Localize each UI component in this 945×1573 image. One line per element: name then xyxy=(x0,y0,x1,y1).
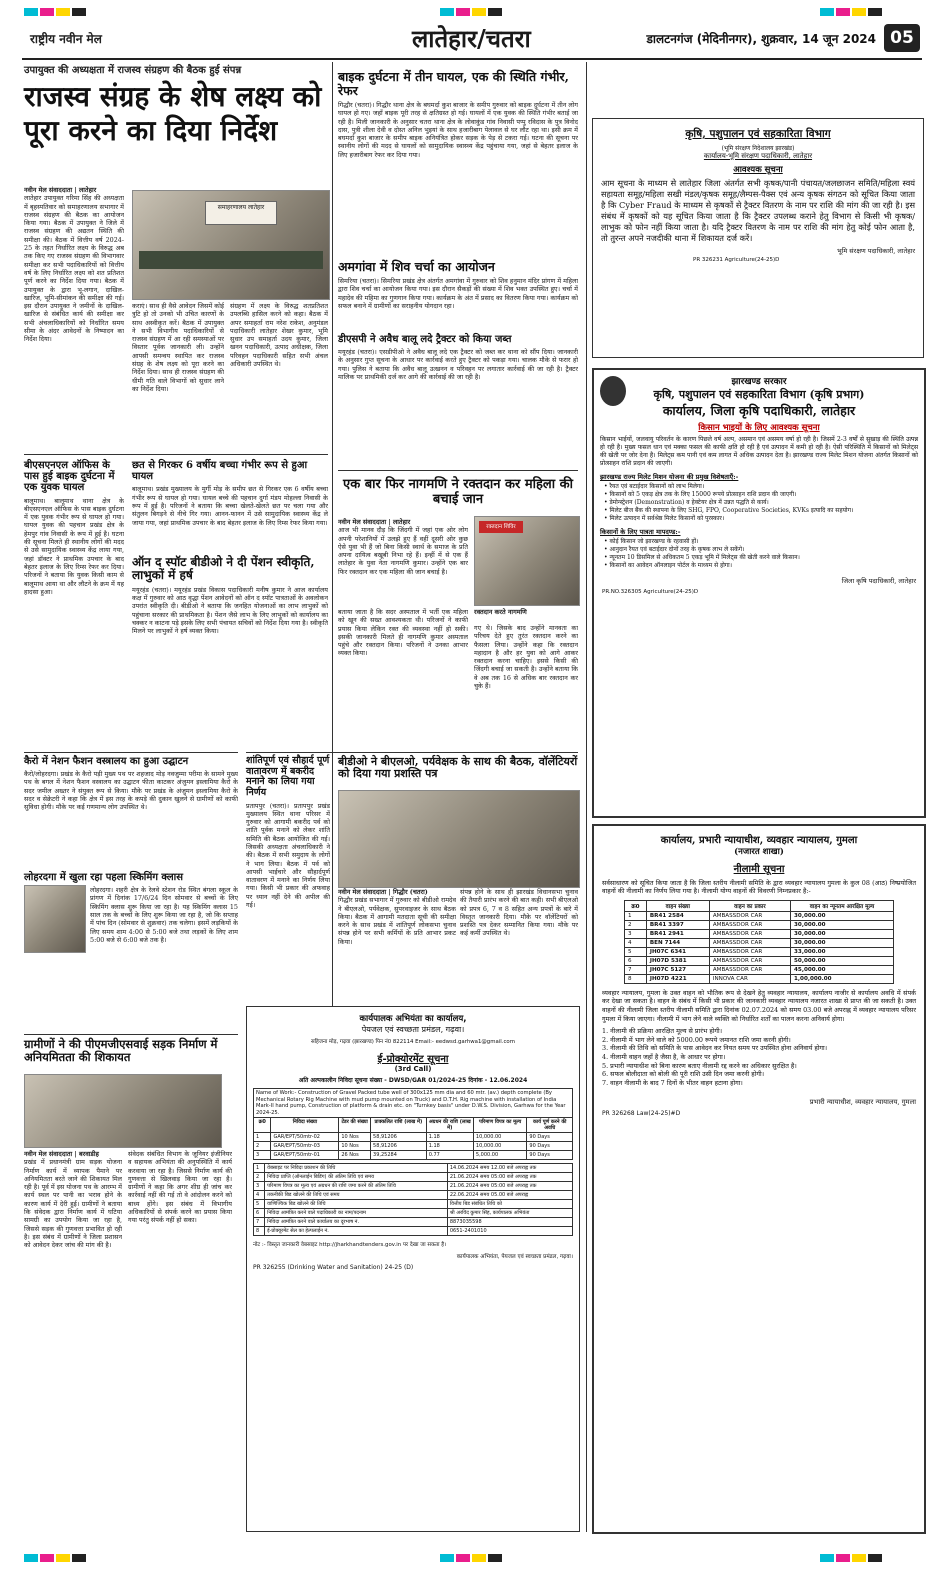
schedule-cell: 14.06.2024 समय 12.00 बजे अपराह्न तक xyxy=(447,1164,572,1173)
tender-pr: PR 326255 (Drinking Water and Sanitation) 24-25 (D) xyxy=(253,1264,414,1272)
story-bike-accident-headline: बाइक दुर्घटना में तीन घायल, एक की स्थिति गंभीर, रेफर xyxy=(338,69,569,98)
tender-table xyxy=(253,1088,573,1160)
dateline: डालटनगंज (मेदिनीनगर), शुक्रवार, 14 जून 2024 xyxy=(646,32,876,46)
tender-address: सहिजना मोड़, गढ़वा (झारखण्ड) पिन नं0 822114 Email:- eedwsd.garhwa1@gmail.com xyxy=(311,1039,515,1045)
court-intro: सर्वसाधारण को सूचित किया जाता है कि जिला स्तरीय नीलामी समिति के द्वारा व्यवहार न्यायालय गुमला के कुल 08 (आठ) निष्प्रयोजित वाहनों की नीलामी का निर्णय लिया गया है। नीलामी योग्य वाहनों की विवरणी निम्नप्रकार है:- xyxy=(602,879,916,896)
court-condition-text: नीलामी वाहन जहाँ है जैसा है, के आधार पर होगा। xyxy=(610,1052,726,1061)
schedule-cell: वेबसाइट पर निविदा प्रकाशन की तिथि xyxy=(265,1164,448,1173)
section-title: लातेहार/चतरा xyxy=(412,24,531,53)
auction-cell: BEN 7144 xyxy=(646,938,709,947)
jharkhand-body: किसान भाईयों, जलवायु परिवर्तन के कारण पिछले वर्ष अल्प, असमान एवं असमय वर्षा हो रही है। जिसमें 2-3 वर्षों से सुखाड़ की स्थिति उत्पन्न हो रही है। मुख्य फसल धान एवं मक्का फसल की काफी क्षति हो रही है एवं उत्पादन में कमी हो रही है। ऐसी परिस्थिति में किसानों को मिलेट्स की खेती पर जोर देना है। मिलेट्स कम पानी एवं कम लागत में अधिक उत्पादन देता है। झारखण्ड राज्य मिलेट मिशन योजना अंतर्गत किसानों को प्रोत्साहन राशि प्रदान की जाएगी। xyxy=(600,436,918,467)
jharkhand-pr: PR.NO.326305 Agriculture(24-25)D xyxy=(602,589,699,595)
agri-ad-title: कृषि, पशुपालन एवं सहकारिता विभाग xyxy=(685,128,831,140)
auction-table xyxy=(624,900,894,984)
jharkhand-list-item: • रैयत एवं बटाईदार किसानों को लाभ मिलेगा। xyxy=(604,483,705,490)
auction-cell: 7 xyxy=(625,965,647,974)
tender-header: कार्य पूर्ण करने की अवधि xyxy=(527,1118,573,1133)
story-villagers-col1 xyxy=(24,1150,122,1530)
schedule-cell: 21.06.2024 समय 05:00 बजे अपराह्न तक xyxy=(447,1173,572,1182)
schedule-row xyxy=(254,1164,573,1173)
tender-cell: 10 Nos xyxy=(339,1133,371,1142)
story-skating xyxy=(24,872,238,966)
lead-headline: राजस्व संग्रह के शेष लक्ष्य को पूरा करने का दिया निर्देश xyxy=(24,80,322,147)
story-accident-left-headline: बीएसएनएल ऑफिस के पास हुई बाइक दुर्घटना में एक युवक घायल xyxy=(24,460,115,494)
auction-header: वाहन का न्यूनतम आरक्षित मूल्य xyxy=(791,900,894,911)
story-villagers-body-2: संवेदक संबंधित विभाग के जूनियर इंजीनियर व सहायक अभियंता की अनुपस्थिति में कार्य करवाया जा रहा है। जिससे निर्माण कार्य की गुणवत्ता से खिलवाड़ किया जा रहा है। ग्रामीणों ने कहा कि अगर शीघ्र ही जांच कर कार्रवाई नहीं की गई तो वे आंदोलन करने को बाध्य होंगे। इस संबंध में विभागीय अधिकारियों से संपर्क करने का प्रयास किया गया परंतु संपर्क नहीं हो सका। xyxy=(128,1150,232,1225)
jharkhand-sub-text: किसानों का आवेदन ऑनलाइन पोर्टल के माध्यम से होगा। xyxy=(609,562,733,569)
jharkhand-list-text: मिलेट बीज बैंक की स्थापना के लिए SHG, FPO, Cooperative Societies, KVKs इत्यादि का सहयोग। xyxy=(609,507,854,514)
tender-cell: 58,91206 xyxy=(371,1133,427,1142)
tender-header: प्राक्कलित राशि (लाख में) xyxy=(371,1118,427,1133)
schedule-cell: परिमाण विपत्र का मूल्य एवं अग्रधन की राशि जमा करने की अंतिम तिथि xyxy=(265,1182,448,1191)
auction-cell: AMBASSDOR CAR xyxy=(709,920,790,929)
tender-cell: 2 xyxy=(254,1142,271,1151)
jharkhand-list-text: मिलेट उत्पादन में सर्वश्रेष्ठ मिलेट किसानों को पुरस्कार। xyxy=(609,515,725,522)
schedule-cell: 0651-2401010 xyxy=(447,1227,572,1236)
schedule-cell: श्री अरविंद कुमार सिंह, कार्यपालक अभियंता xyxy=(447,1209,572,1218)
story-skating-body: लोहरदगा। शहरी क्षेत्र के रेलवे स्टेशन रोड स्थित बंगला स्कूल के प्रांगण में दिनांक 17/6/24 दिन सोमवार से बच्चों के लिए स्किमिंग क्लास शुरू किया जा रहा है। यह स्किमिंग क्लास 15 साल तक के बच्चों के लिए शुरू किया जा रहा है, जो कि सप्ताह में पांच दिन (सोमवार से शुक्रवार) तक चलेगा। इसमें लड़कियों के लिए समय शाम 4:00 से 5:00 बजे तथा लड़कों के लिए शाम 5:00 बजे से 6:00 बजे तक है। xyxy=(90,886,238,944)
lead-dateline: नवीन मेल संवाददाता | लातेहार xyxy=(24,186,97,194)
court-condition: 4. नीलामी वाहन जहाँ है जैसा है, के आधार पर होगा। xyxy=(602,1052,726,1061)
paper-name: राष्ट्रीय नवीन मेल xyxy=(30,32,102,46)
auction-row xyxy=(625,929,894,938)
story-bdo-col1 xyxy=(338,888,456,1000)
agri-ad xyxy=(592,118,924,358)
story-blood xyxy=(338,478,578,507)
auction-cell: 1 xyxy=(625,911,647,920)
story-peace-headline: शांतिपूर्ण एवं सौहार्द पूर्ण वातावरण में बकरीद मनाने का लिया गया निर्णय xyxy=(246,755,330,798)
tender-row xyxy=(254,1151,573,1160)
story-bdo xyxy=(338,756,578,781)
auction-cell: BR41 2584 xyxy=(646,911,709,920)
story-blood-col3 xyxy=(474,608,578,744)
jharkhand-list-heading: झारखण्ड राज्य मिलेट मिशन योजना की प्रमुख विशेषताएँ:- xyxy=(600,473,739,481)
court-conditions xyxy=(602,1027,916,1087)
auction-cell: 30,000.00 xyxy=(791,920,894,929)
tender-ref: अति अल्पकालीन निविदा सूचना संख्या - DWSD/GAR 01/2024-25 दिनांक - 12.06.2024 xyxy=(298,1077,528,1084)
tender-cell: 90 Days xyxy=(527,1142,573,1151)
lead-kicker: उपायुक्त की अध्यक्षता में राजस्व संग्रहण की बैठक हुई संपन्न xyxy=(24,65,242,76)
lead-body-1: लातेहार उपायुक्त गरिमा सिंह की अध्यक्षता में बृहस्पतिवार को समाहरणालय सभागार में राजस्व संग्रहण की बैठक का आयोजन किया गया। बैठक में उपायुक्त ने जिले में राजस्व संग्रहण की अद्यतन स्थिति की समीक्षा की। बैठक में वित्तीय वर्ष 2024-25 के तहत निर्धारित लक्ष्य के विरुद्ध अब तक किए गए राजस्व संग्रहण की विभागवार समीक्षा कर सभी पदाधिकारियों को वित्तीय वर्ष के लिए निर्धारित लक्ष्य को शत प्रतिशत पूर्ण करने का निर्देश दिया गया। बैठक में उपायुक्त के द्वारा भू-लगान, दाखिल-खारिज, भूमि-सीमांकन की समीक्षा की गई। इस दौरान उपायुक्त ने जमीनों के दाखिल-खारिज से संबंधित कार्य की समीक्षा कर सभी अंचलाधिकारियों को निर्धारित समय सीमा के अंदर आवेदनों के निष्पादन का निर्देश दिया। xyxy=(24,194,124,344)
story-bdo-headline: बीडीओ ने बीएलओ, पर्यवेक्षक के साथ की बैठक, वॉलेंटियरों को दिया गया प्रशस्ति पत्र xyxy=(338,755,578,781)
registration-bar xyxy=(0,6,945,18)
court-body: व्यवहार न्यायालय, गुमला के उक्त वाहन को भौतिक रूप से देखने हेतु व्यवहार न्यायालय, कार्यालय नाजीर से कार्यालय अवधि में संपर्क कर देखा जा सकता है। वाहन के संबंध में किसी भी प्रकार की जानकारी व्यवहार न्यायालय नजारत शाखा से प्राप्त की जा सकती है। उक्त वाहनों की नीलामी जिला स्तरीय नीलामी समिति द्वारा दिनांक 02.07.2024 को समय 03.00 बजे अपराह्न में व्यवहार न्यायालय परिसर गुमला में किया जाएगा। नीलामी में भाग लेने वाले व्यक्ति को निर्धारित शर्तों का पालन करना अनिवार्य होगा। xyxy=(602,988,916,1023)
jharkhand-sub-item: • कोई किसान जो झारखण्ड के रहवासी हों। xyxy=(604,538,699,545)
tender-cell: 5,000.00 xyxy=(473,1151,527,1160)
blood-photo xyxy=(474,516,580,606)
story-accident-left xyxy=(24,460,124,723)
auction-row xyxy=(625,920,894,929)
schedule-cell: 5 xyxy=(254,1200,265,1209)
tender-cell: 39,25284 xyxy=(371,1151,427,1160)
auction-row xyxy=(625,974,894,983)
lead-photo xyxy=(132,190,330,300)
story-bdo-body-2: संपन्न होने के साथ ही झारखंड विधानसभा चुनाव की तैयारी प्रारंभ करने की बात कही। सभी बीएलओ को प्रपत्र 6, 7 व 8 सहित अन्य प्रपत्रों के बारे में विस्तृत जानकारी दिया। मौके पर वॉलेंटियरों को प्रशस्ति पत्र देकर सम्मानित किया गया। मौके पर कई कर्मी उपस्थित थे। xyxy=(460,888,578,938)
jharkhand-sub-item: • न्यूनतम 10 डिसमिल से अधिकतम 5 एकड़ भूमि में मिलेट्स की खेती करने वाले किसान। xyxy=(604,554,800,561)
schedule-cell: 22.06.2024 समय 05.00 बजे अपराह्न xyxy=(447,1191,572,1200)
story-pension-body: मयूरहंड (चतरा)। मयूरहंड प्रखंड विकास पदाधिकारी मनीष कुमार ने आज कार्यालय कक्ष में गुरुवार को आठ वृद्धा पेंशन आवेदनों को ऑन द स्पॉट पात्रताओं के अवलोकन उपरांत स्वीकृति दी। बीडीओ ने बताया कि जनहित योजनाओं का लाभ लाभुकों को पहुंचाना सरकार की प्राथमिकता है। पेंशन जैसे लाभ के लिए लाभुकों को कार्यालय का चक्कर न काटना पड़े इसके लिए सभी पंचायत सचिवों को निर्देश दिया गया है। स्वीकृति मिलने पर लाभुकों ने हर्ष व्यक्त किया। xyxy=(132,585,328,636)
story-karo-headline: कैरो में नेशन फैशन वस्त्रालय का हुआ उद्घाटन xyxy=(24,756,189,767)
auction-cell: AMBASSDOR CAR xyxy=(709,929,790,938)
court-notice: नीलामी सूचना xyxy=(733,864,785,875)
court-condition: 6. सफल बोलीदाता को बोली की पूरी राशि उसी दिन जमा करनी होगी। xyxy=(602,1070,765,1079)
auction-row xyxy=(625,965,894,974)
agri-ad-signature: भूमि संरक्षण पदाधिकारी, लातेहार xyxy=(837,247,915,255)
auction-cell: 30,000.00 xyxy=(791,911,894,920)
schedule-cell: निविदा आमंत्रित करने वाले पदाधिकारी का नाम/पदनाम xyxy=(265,1209,448,1218)
tender-cell: 1.18 xyxy=(426,1142,473,1151)
jharkhand-sub-text: कोई किसान जो झारखण्ड के रहवासी हों। xyxy=(609,538,699,545)
schedule-cell: 1 xyxy=(254,1164,265,1173)
story-pension-headline: ऑन द स्पॉट बीडीओ ने दी पेंशन स्वीकृति, लाभुकों में हर्ष xyxy=(132,555,315,583)
auction-cell: 1,00,000.00 xyxy=(791,974,894,983)
tender-cell: 1.18 xyxy=(426,1133,473,1142)
schedule-row xyxy=(254,1209,573,1218)
tender-cell: 0.77 xyxy=(426,1151,473,1160)
lead-body-col1 xyxy=(24,186,124,448)
tender-cell: 10 Nos xyxy=(339,1142,371,1151)
tender-cell: 90 Days xyxy=(527,1133,573,1142)
jharkhand-list-item: • मिलेट उत्पादन में सर्वश्रेष्ठ मिलेट किसानों को पुरस्कार। xyxy=(604,515,725,522)
court-pr: PR 326268 Law(24-25)#D xyxy=(602,1110,681,1118)
jharkhand-list-text: डेमोन्स्ट्रेशन (Demonstration) व हेक्टेयर क्षेत्र में उन्नत पद्धति से कार्य। xyxy=(609,499,769,506)
auction-header: वाहन का प्रकार xyxy=(709,900,790,911)
court-office: कार्यालय, प्रभारी न्यायाधीश, व्यवहार न्यायालय, गुमला xyxy=(660,835,858,846)
emblem-icon xyxy=(600,376,626,406)
court-condition-text: वाहन नीलामी के बाद 7 दिनों के भीतर वाहन हटाना होगा। xyxy=(610,1078,743,1087)
tender-office: कार्यपालक अभियंता का कार्यालय, xyxy=(359,1014,467,1024)
schedule-row xyxy=(254,1227,573,1236)
story-blood-body-3: गए थे। जिसके बाद उन्होंने मानवता का परिचय देते हुए तुरंत रक्तदान करने का फैसला लिया। उन्होंने कहा कि रक्तदान महादान है और हर युवा को आगे आकर रक्तदान करना चाहिए। इससे किसी की जिंदगी बचाई जा सकती है। उन्होंने बताया कि वे अब तक 16 से अधिक बार रक्तदान कर चुके हैं। xyxy=(474,624,578,691)
auction-cell: 33,000.00 xyxy=(791,947,894,956)
story-accident-left-body: बालूमाथ। बालूमाथ थाना क्षेत्र के बीएसएनएल ऑफिस के पास बाइक दुर्घटना में एक युवक गंभीर रूप से घायल हो गया। घायल युवक की पहचान प्रखंड क्षेत्र के हेमपुर गांव निवासी के रूप में हुई है। घटना की सूचना मिलते ही स्थानीय लोगों की मदद से उसे सामुदायिक स्वास्थ्य केंद्र लाया गया, जहां डॉक्टर ने प्राथमिक उपचार के बाद बेहतर इलाज के लिए रिम्स रेफर कर दिया। परिजनों ने बताया कि युवक किसी काम से बालूमाथ आया था और लौटने के क्रम में यह हादसा हुआ। xyxy=(24,496,124,596)
auction-cell: AMBASSDOR CAR xyxy=(709,911,790,920)
tender-header: अग्रधन की राशि (लाख में) xyxy=(426,1118,473,1133)
blood-caption: रक्तदान करते नागमणि xyxy=(474,608,527,616)
masthead xyxy=(22,20,922,60)
jharkhand-sub-text: न्यूनतम 10 डिसमिल से अधिकतम 5 एकड़ भूमि में मिलेट्स की खेती करने वाले किसान। xyxy=(609,554,800,561)
auction-cell: BR41 2941 xyxy=(646,929,709,938)
auction-row xyxy=(625,938,894,947)
story-shiv-headline: अमगांवा में शिव चर्चा का आयोजन xyxy=(338,259,495,274)
story-bike-accident xyxy=(338,70,578,249)
story-blood-dateline: नवीन मेल संवाददाता | लातेहार xyxy=(338,518,411,526)
auction-cell: 30,000.00 xyxy=(791,938,894,947)
story-blood-col1 xyxy=(338,518,468,604)
tender-cell: 26 Nos xyxy=(339,1151,371,1160)
auction-cell: 5 xyxy=(625,947,647,956)
jharkhand-govt: झारखण्ड सरकार xyxy=(731,377,787,387)
jharkhand-sub-item: • आनुदान रैयत एवं बटाईदार दोनों तरह के कृषक लाभ ले सकेंगे। xyxy=(604,546,745,553)
schedule-row xyxy=(254,1218,573,1227)
story-villagers xyxy=(24,1038,238,1064)
tender-schedule xyxy=(253,1163,573,1236)
auction-cell: JH07D 5381 xyxy=(646,956,709,965)
jharkhand-sub-heading: किसानों के लिए पात्रता मापदण्ड:- xyxy=(600,528,681,536)
story-karo-body: कैरो/लोहरदगा। प्रखंड के कैरो पड़ी मुख्य पथ पर शहजाद मोड़ नवजुम्मा परीमा के सामने मुख्य पथ के बगल में नेशन फैशन वस्त्रालय का उद्घाटन फीता काटकर अंजुमन इस्लामिया कैरो के सदर जमील अख्तर ने संयुक्त रूप से किया। मौके पर प्रखंड के अंजुमन इस्लामिया कैरो के सदर व सेक्रेटरी ने कहा कि क्षेत्र में इस तरह के कपड़े की दुकान खुलने से ग्रामीणों को काफी सुविधा होगी। मौके पर कई गणमान्य लोग उपस्थित थे। xyxy=(24,770,238,812)
story-blood-headline: एक बार फिर नागमणि ने रक्तदान कर महिला की बचाई जान xyxy=(343,477,573,507)
schedule-cell: तकनीकी बिड खोलने की तिथि एवं समय xyxy=(265,1191,448,1200)
page-number: 05 xyxy=(884,24,920,52)
story-health-body: बालूमाथ। प्रखंड मुख्यालय के मुर्गी मोड़ के समीप छत से गिरकर एक 6 वर्षीय बच्चा गंभीर रूप से घायल हो गया। घायल बच्चे की पहचान दुर्गा मंडप मोहल्ला निवासी के रूप में हुई है। परिजनों ने बताया कि बच्चा खेलते-खेलते छत पर चला गया और संतुलन बिगड़ने से नीचे गिर गया। आनन-फानन में उसे सामुदायिक स्वास्थ्य केंद्र ले जाया गया, जहां प्राथमिक उपचार के बाद बेहतर इलाज के लिए रिम्स रेफर किया गया। xyxy=(132,485,328,527)
auction-cell: 2 xyxy=(625,920,647,929)
tender-ad xyxy=(246,1006,580,1532)
court-condition-text: नीलामी की तिथि को समिति के पास आवेदन कर नियत समय पर उपस्थित होना अनिवार्य होगा। xyxy=(610,1044,828,1053)
jharkhand-dept: कृषि, पशुपालन एवं सहकारिता विभाग (कृषि प्रभाग) xyxy=(653,388,865,401)
auction-row xyxy=(625,911,894,920)
tender-header: क्र0 xyxy=(254,1118,271,1133)
jharkhand-list-item: • मिलेट बीज बैंक की स्थापना के लिए SHG, FPO, Cooperative Societies, KVKs इत्यादि का सहयोग। xyxy=(604,507,854,514)
story-peace-body: प्रतापपुर (चतरा)। प्रतापपुर प्रखंड मुख्यालय स्थित थाना परिसर में गुरुवार को आगामी बकरीद पर्व को शांति पूर्वक मनाने को लेकर शांति समिति की बैठक आयोजित की गई। जिसकी अध्यक्षता अंचलाधिकारी ने की। बैठक में सभी समुदाय के लोगों ने भाग लिया। बैठक में पर्व को आपसी भाईचारे और सौहार्दपूर्ण वातावरण में मनाने का निर्णय लिया गया। किसी भी प्रकार की अफवाह पर ध्यान नहीं देने की अपील की गई। xyxy=(246,801,330,910)
photo-signboard: समाहरणालय लातेहार xyxy=(205,201,277,225)
lead-body-3: संग्रहण में लक्ष्य के विरुद्ध शतप्रतिशत उपलब्धि हासिल करने को कहा। बैठक में अपर समाहर्ता राम नरेश राकेश, अनुमंडल पदाधिकारी लातेहार शेखर कुमार, भूमि सुधार उप समाहर्ता उदय कुमार, जिला खनन पदाधिकारी, उत्पाद अधीक्षक, जिला परिवहन पदाधिकारी सहित सभी अंचल अधिकारी उपस्थित थे। xyxy=(230,302,328,369)
story-skating-headline: लोहरदगा में खुला रहा पहला स्किमिंग क्लास xyxy=(24,872,184,883)
auction-row xyxy=(625,947,894,956)
tender-cell: GAR/EPT/50mtr-01 xyxy=(271,1151,339,1160)
schedule-cell: 4 xyxy=(254,1191,265,1200)
schedule-cell: वाणिज्यिक बिड खोलने की तिथि xyxy=(265,1200,448,1209)
schedule-cell: निविदा प्राप्ति (ऑनलाईन बिडिंग) की अंतिम तिथि एवं समय xyxy=(265,1173,448,1182)
tender-cell: 10,000.00 xyxy=(473,1142,527,1151)
agri-ad-subtitle: (भूमि संरक्षण निदेशालय झारखंड) xyxy=(721,145,795,152)
schedule-cell: 7 xyxy=(254,1218,265,1227)
schedule-cell: 8873035598 xyxy=(447,1218,572,1227)
auction-cell: 3 xyxy=(625,929,647,938)
jharkhand-sub-text: आनुदान रैयत एवं बटाईदार दोनों तरह के कृषक लाभ ले सकेंगे। xyxy=(609,546,745,553)
auction-row xyxy=(625,956,894,965)
tender-note: नोट :- विस्तृत जानकारी वेबसाइट http://jharkhandtenders.gov.in पर देखा जा सकता है। xyxy=(253,1242,447,1249)
tender-cell: 3 xyxy=(254,1151,271,1160)
story-villagers-dateline: नवीन मेल संवाददाता | बरवाडीह xyxy=(24,1150,99,1158)
story-blood-body-1: आज भी मानव दौड़ कि जिंदगी में जहां एक ओर लोग अपनी परेशानियों में उलझे हुए हैं वहीं दूसरी ओर कुछ ऐसे युवा भी हैं जो बिना किसी स्वार्थ के समाज के प्रति अपना दायित्व बखूबी निभा रहे हैं। इन्हीं में से एक हैं लातेहार के युवा नेता नागमणि कुमार। उन्होंने एक बार फिर रक्तदान कर एक महिला की जान बचाई है। xyxy=(338,526,468,576)
bdo-photo xyxy=(338,790,580,888)
court-condition: 5. प्रभारी न्यायाधीश को बिना कारण बताए नीलामी रद्द करने का अधिकार सुरक्षित है। xyxy=(602,1061,797,1070)
auction-cell: 8 xyxy=(625,974,647,983)
auction-cell: 50,000.00 xyxy=(791,956,894,965)
schedule-row xyxy=(254,1182,573,1191)
tender-header: निविदा संख्या xyxy=(271,1118,339,1133)
story-bike-accident-body: गिद्धौर (चतरा)। गिद्धौर थाना क्षेत्र के बघमर्दा कुश बाजार के समीप गुरुवार को बाइक दुर्घटना में तीन लोग घायल हो गए। जहाँ बाइक पूरी तरह से क्षतिग्रस्त हो गई। घायलों में एक युवक की स्थिति गंभीर बताई जा रही है। मिली जानकारी के अनुसार चतरा थाना क्षेत्र के लोवाकुंड गांव निवासी पप्पु रविदास के पुत्र विनोद दास, पुत्री शीला देवी व दोस्त अनिल भुइयां के साथ हजारीबाग पेलावल से घर लौट रहा था। इसी क्रम में बघमर्दा कुश बाजार के समीप बाइक अनियंत्रित होकर सड़क के पेड़ से टकरा गई। घटना की सूचना पर स्थानीय लोगों की मदद से घायलों को सामुदायिक स्वास्थ्य केंद्र पहुंचाया गया, जहां से बेहतर इलाज के लिए हजारीबाग रेफर कर दिया गया। xyxy=(338,101,578,159)
story-bdo-body-1: गिद्धौर प्रखंड सभागार में गुरुवार को बीडीओ रामदेव ने बीएलओ, पर्यवेक्षक, सुपरवाइजर के साथ बैठक किया। बैठक में आगामी मतदाता सूची की समीक्षा करने के साथ प्रखंड में शांतिपूर्ण लोकसभा चुनाव संपन्न होने पर सभी कर्मियों के प्रति आभार प्रकट किया। xyxy=(338,896,456,946)
schedule-cell: 3 xyxy=(254,1182,265,1191)
agri-ad-body: आम सूचना के माध्यम से लातेहार जिला अंतर्गत सभी कृषक/पानी पंचायत/जलछाजन समिति/महिला स्वयं सहायता समूह/महिला सखी मंडल/कृषक समूह/लैम्पस-पैक्स एवं अन्य कृषक संगठन को सूचित किया जाता है कि Cyber Fraud के माध्यम से कृषकों से ट्रैक्टर वितरण के नाम पर राशि की मांग की जा रही है। इस संबंध में कृषकों को यह सूचित किया जाता है कि ट्रैक्टर उपलब्ध कराने हेतु विभाग से किसी भी कृषक/लाभुक को फोन नहीं किया जाता है। यदि ट्रैक्टर वितरण के नाम पर राशि की मांग हेतु कोई फोन आता है, तो तुरन्त अपने नजदीकी थाना में शिकायत दर्ज करें। xyxy=(601,178,915,243)
jharkhand-signature: जिला कृषि पदाधिकारी, लातेहार xyxy=(841,577,916,585)
story-blood-body-2: बताया जाता है कि सदर अस्पताल में भर्ती एक महिला को खून की सख्त आवश्यकता थी। परिजनों ने काफी प्रयास किया लेकिन रक्त की व्यवस्था नहीं हो सकी। इसकी जानकारी मिलते ही नागमणि कुमार अस्पताल पहुंचे और रक्तदान किया। परिजनों ने उनका आभार व्यक्त किया। xyxy=(338,608,468,658)
story-peace xyxy=(246,756,330,1018)
tender-division: पेयजल एवं स्वच्छता प्रमंडल, गढ़वा। xyxy=(361,1025,465,1034)
skating-photo xyxy=(24,885,86,953)
story-tractor-headline: डीएसपी ने अवैध बालू लदे ट्रैक्टर को किया जब्त xyxy=(338,334,512,345)
tender-header: परिमाण विपत्र का मूल्य xyxy=(473,1118,527,1133)
schedule-cell: 2 xyxy=(254,1173,265,1182)
court-condition: 3. नीलामी की तिथि को समिति के पास आवेदन कर नियत समय पर उपस्थित होना अनिवार्य होगा। xyxy=(602,1044,828,1053)
auction-cell: 6 xyxy=(625,956,647,965)
auction-header: वाहन संख्या xyxy=(646,900,709,911)
court-ad xyxy=(592,824,926,1534)
auction-cell: AMBASSDOR CAR xyxy=(709,938,790,947)
tender-work-name: Name of Work:- Construction of Gravel Packed tube well of 300x125 mm dia and 60 mtr. (av.) depth complete (By Mechanical Rotary Rig Machine with mud pump mounted on Truck) and D.T.H. Rig machine with installation of India Mark-II hand pump, Construction of platform & drain etc. on "Turnkey basis" under D.W.S. Division, Garhwa for the Year 2024-25. xyxy=(254,1089,573,1118)
court-condition-text: सफल बोलीदाता को बोली की पूरी राशि उसी दिन जमा करनी होगी। xyxy=(610,1070,765,1079)
auction-cell: 4 xyxy=(625,938,647,947)
auction-cell: INNOVA CAR xyxy=(709,974,790,983)
tender-cell: 58,91206 xyxy=(371,1142,427,1151)
schedule-cell: निविदा आमंत्रित करने वाले कार्यालय का दूरभाष नं. xyxy=(265,1218,448,1227)
court-condition-text: नीलामी में भाग लेने वाले को 5000.00 रूपये जमानत राशि जमा करनी होगी। xyxy=(610,1035,791,1044)
auction-cell: 45,000.00 xyxy=(791,965,894,974)
auction-cell: AMBASSDOR CAR xyxy=(709,965,790,974)
jharkhand-list-item: • किसानों को 5 एकड़ क्षेत्र तक के लिए 15000 रूपये प्रोत्साहन राशि प्रदान की जाएगी। xyxy=(604,491,797,498)
auction-cell: JH07C 5127 xyxy=(646,965,709,974)
schedule-cell: 21.06.2024 समय 05:00 बजे अपराह्न तक xyxy=(447,1182,572,1191)
court-condition: 7. वाहन नीलामी के बाद 7 दिनों के भीतर वाहन हटाना होगा। xyxy=(602,1078,743,1087)
schedule-row xyxy=(254,1200,573,1209)
agri-ad-office: कार्यालय-भूमि संरक्षण पदाधिकारी, लातेहार xyxy=(703,152,813,160)
tender-title: ई-प्रोक्योरमेंट सूचना xyxy=(377,1054,449,1065)
tender-header: टेंडर की संख्या xyxy=(339,1118,371,1133)
schedule-cell: 6 xyxy=(254,1209,265,1218)
story-tractor-body: मयूरहंड (चतरा)। एसडीपीओ ने अवैध बालू लदे एक ट्रैक्टर को जब्त कर थाना को सौंप दिया। जानकारी के अनुसार गुप्त सूचना के आधार पर कार्रवाई करते हुए ट्रैक्टर को पकड़ा गया। चालक मौके से फरार हो गया। पुलिस ने बताया कि अवैध बालू उत्खनन व परिवहन पर लगातार कार्रवाई की जा रही है। ट्रैक्टर मालिक पर प्राथमिकी दर्ज कर आगे की कार्रवाई की जा रही है। xyxy=(338,348,578,382)
tender-row xyxy=(254,1142,573,1151)
tender-row xyxy=(254,1133,573,1142)
story-pension xyxy=(132,556,328,684)
court-condition-text: नीलामी की प्रक्रिया आरक्षित मूल्य से प्रारंभ होगी। xyxy=(610,1027,723,1036)
auction-cell: 30,000.00 xyxy=(791,929,894,938)
blood-banner: रक्तदान शिविर xyxy=(479,521,523,533)
story-shiv xyxy=(338,260,578,331)
court-condition: 1. नीलामी की प्रक्रिया आरक्षित मूल्य से प्रारंभ होगी। xyxy=(602,1027,723,1036)
story-shiv-body: सिमरिया (चतरा)। सिमरिया प्रखंड क्षेत्र अंतर्गत अमगांवा में गुरुवार को शिव हनुमान मंदिर प्रांगण में महिला द्वारा शिव चर्चा का आयोजन किया गया। इस दौरान सैकड़ों की संख्या में शिव भक्त उपस्थित हुए। चर्चा में महादेव की महिमा का गुणगान किया गया। कार्यक्रम के अंत में प्रसाद का वितरण किया गया। कार्यक्रम को सफल बनाने में ग्रामीणों का सराहनीय योगदान रहा। xyxy=(338,277,578,310)
villagers-photo xyxy=(24,1074,222,1148)
tender-cell: GAR/EPT/50mtr-03 xyxy=(271,1142,339,1151)
auction-cell: BR41 3397 xyxy=(646,920,709,929)
lead-story xyxy=(24,62,324,147)
schedule-row xyxy=(254,1191,573,1200)
schedule-cell: 8 xyxy=(254,1227,265,1236)
court-branch: (नजारत शाखा) xyxy=(734,847,784,857)
auction-cell: AMBASSDOR CAR xyxy=(709,956,790,965)
tender-cell: 1 xyxy=(254,1133,271,1142)
agri-ad-notice-heading: आवश्यक सूचना xyxy=(733,165,783,175)
schedule-row xyxy=(254,1173,573,1182)
registration-bar-bottom xyxy=(0,1552,945,1564)
jharkhand-sub-item: • किसानों का आवेदन ऑनलाइन पोर्टल के माध्यम से होगा। xyxy=(604,562,733,569)
jharkhand-ad xyxy=(592,368,926,818)
story-tractor xyxy=(338,334,578,428)
jharkhand-office: कार्यालय, जिला कृषि पदाधिकारी, लातेहार xyxy=(662,403,856,418)
jharkhand-list-text: किसानों को 5 एकड़ क्षेत्र तक के लिए 15000 रूपये प्रोत्साहन राशि प्रदान की जाएगी। xyxy=(609,491,797,498)
photo-table xyxy=(139,251,323,269)
jharkhand-notice: किसान भाइयों के लिए आवश्यक सूचना xyxy=(698,423,820,433)
story-villagers-headline: ग्रामीणों ने की पीएमजीएसवाई सड़क निर्माण में अनियमितता की शिकायत xyxy=(24,1037,218,1064)
agri-ad-pr: PR 326231 Agriculture(24-25)D xyxy=(693,257,780,263)
tender-call: (3rd Call) xyxy=(394,1065,432,1073)
auction-cell: JH07D 4221 xyxy=(646,974,709,983)
story-health-headline: छत से गिरकर 6 वर्षीय बच्चा गंभीर रूप से हुआ घायल xyxy=(132,460,308,483)
jharkhand-list xyxy=(604,483,918,523)
auction-cell: JH07C 6341 xyxy=(646,947,709,956)
jharkhand-list-item: • डेमोन्स्ट्रेशन (Demonstration) व हेक्टेयर क्षेत्र में उन्नत पद्धति से कार्य। xyxy=(604,499,769,506)
auction-cell: AMBASSDOR CAR xyxy=(709,947,790,956)
auction-header: क्र0 xyxy=(625,900,647,911)
story-karo xyxy=(24,756,238,858)
story-villagers-body-1: प्रखंड में प्रधानमंत्री ग्राम सड़क योजना निर्माण कार्य में व्यापक पैमाने पर अनियमितता बरते जाने की शिकायत मिल रही है। पूर्व में इस योजना पथ के आरम्भ में कार्य स्थल पर पानी का भराव होने के कारण कार्य में देरी हुई। ग्रामीणों ने बताया कि संवेदक द्वारा निर्माण कार्य में घटिया सामग्री का उपयोग किया जा रहा है, जिससे सड़क की गुणवत्ता प्रभावित हो रही है। इस संबंध में ग्रामीणों ने जिला प्रशासन को आवेदन देकर जांच की मांग की है। xyxy=(24,1158,122,1250)
lead-body-2: कराएं। साथ ही वैसे आवेदन जिसमें कोई त्रुटि हो तो उनको भी उचित कारणों के साथ अस्वीकृत करें। बैठक में उपायुक्त ने सभी विभागीय पदाधिकारियों से राजस्व संग्रहण में आ रही समस्याओं पर विस्तार पूर्वक जानकारी ली। उन्होंने आपसी समन्वय स्थापित कर राजस्व संग्रह के शेष लक्ष्य को पूरा करने का निर्देश दिया। साथ ही राजस्व संग्रहण की धीमी गति वाले विभागों को सुधार लाने का निर्देश दिया। xyxy=(132,302,224,393)
tender-cell: 90 Days xyxy=(527,1151,573,1160)
tender-cell: GAR/EPT/50mtr-02 xyxy=(271,1133,339,1142)
jharkhand-list-text: रैयत एवं बटाईदार किसानों को लाभ मिलेगा। xyxy=(609,483,705,490)
tender-cell: 10,000.00 xyxy=(473,1133,527,1142)
schedule-cell: ई-प्रोक्यूरमेंट सेल का हेल्पलाईन नं. xyxy=(265,1227,448,1236)
jharkhand-sub-list xyxy=(604,538,918,570)
tender-signature: कार्यपालक अभियंता, पेयजल एवं स्वच्छता प्रमंडल, गढ़वा। xyxy=(456,1254,573,1261)
court-condition: 2. नीलामी में भाग लेने वाले को 5000.00 रूपये जमानत राशि जमा करनी होगी। xyxy=(602,1035,791,1044)
court-condition-text: प्रभारी न्यायाधीश को बिना कारण बताए नीलामी रद्द करने का अधिकार सुरक्षित है। xyxy=(610,1061,797,1070)
court-signature: प्रभारी न्यायाधीश, व्यवहार न्यायालय, गुमला xyxy=(809,1098,916,1107)
story-health xyxy=(132,460,328,539)
schedule-cell: वित्तीय बिड संबंधित तिथि को xyxy=(447,1200,572,1209)
story-bdo-caption: नवीन मेल संवाददाता | गिद्धौर (चतरा) xyxy=(338,888,428,896)
